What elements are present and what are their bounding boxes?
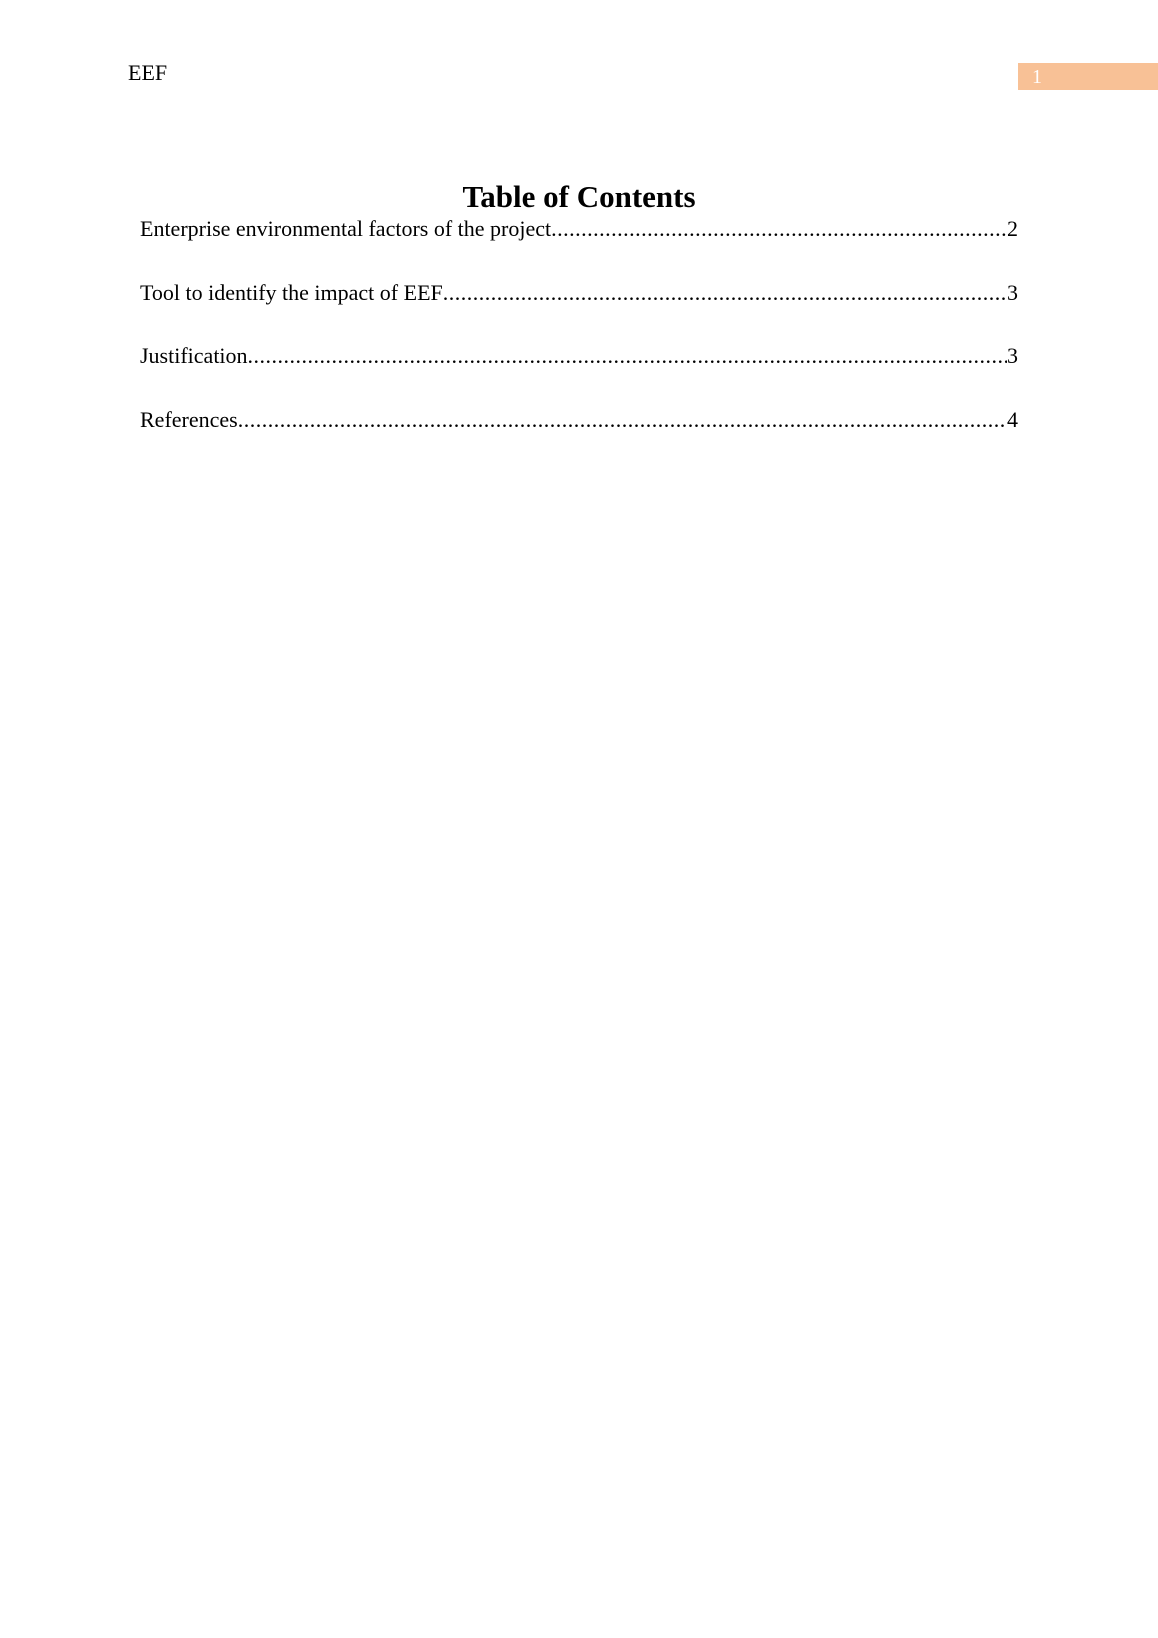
toc-entry-title: Tool to identify the impact of EEF (140, 279, 443, 305)
toc-entry-justification[interactable] (140, 341, 1018, 405)
page-number-badge (1018, 63, 1158, 90)
header-title: EEF (128, 60, 168, 85)
toc-entry-tool-to-identify-impact[interactable] (140, 278, 1018, 342)
toc-entry-title: Enterprise environmental factors of the project (140, 216, 552, 241)
toc-entry-page: 3 (1007, 343, 1018, 368)
toc-entry-title: References (140, 406, 238, 432)
toc-entry-references[interactable] (140, 405, 1018, 469)
table-of-contents (140, 214, 1018, 468)
toc-heading: Table of Contents (462, 179, 696, 214)
toc-entry-page: 2 (1007, 216, 1018, 241)
toc-entry-title: Justification (140, 343, 248, 368)
toc-entry-enterprise-environmental-factors[interactable] (140, 214, 1018, 278)
toc-dot-leader (443, 278, 1007, 308)
toc-dot-leader (551, 214, 1007, 244)
toc-dot-leader (248, 341, 1007, 371)
toc-entry-page: 4 (1007, 406, 1018, 432)
toc-entry-page: 3 (1007, 279, 1018, 305)
page-number: 1 (1032, 66, 1042, 88)
toc-dot-leader (238, 405, 1007, 435)
